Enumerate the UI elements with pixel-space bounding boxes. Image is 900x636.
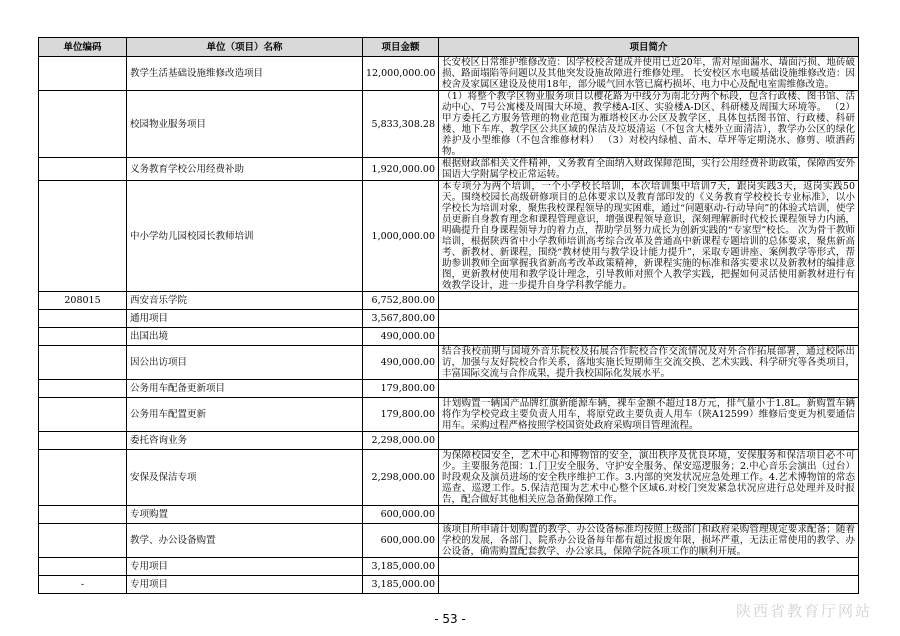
- cell-unit-code: [39, 57, 127, 91]
- cell-description: （1）将整个教学区物业服务项目以樱花路为中线分为南北分两个标段，包含行政楼、图书馆、活动中心、7号公寓楼及周围大环境、教学楼A-I区、实验楼A-D区、科研楼及周围大环境等。 （2）甲方委托乙方服务管理的物业范围为雁塔校区办公区及教学区，具体包括图书馆、行政楼、科研楼、地下车库、教学区公共区域的保洁及垃圾清运（不包含大楼外立面清洁），教学办公区的绿化养护及小型维修（不包含维修材料） （3）对校内绿植、苗木、草坪等定期浇水、修剪、喷洒药物。: [439, 91, 859, 158]
- table-row: [39, 558, 859, 576]
- cell-amount: 490,000.00: [363, 328, 439, 346]
- table-row: [39, 576, 859, 594]
- table-row: [39, 380, 859, 398]
- cell-description: [439, 506, 859, 524]
- cell-unit-name: 教学生活基础设施维修改造项目: [127, 57, 363, 91]
- cell-unit-code: 208015: [39, 292, 127, 310]
- cell-unit-name: 安保及保洁专项: [127, 450, 363, 506]
- cell-unit-name: 出国出境: [127, 328, 363, 346]
- cell-amount: 2,298,000.00: [363, 432, 439, 450]
- header-unit-code: 单位编码: [39, 38, 127, 57]
- cell-description: [439, 558, 859, 576]
- table-row: [39, 398, 859, 432]
- table-row: [39, 450, 859, 506]
- cell-unit-name: 因公出访项目: [127, 346, 363, 380]
- cell-amount: 12,000,000.00: [363, 57, 439, 91]
- cell-description: 为保障校园安全，艺术中心和博物馆的安全，演出秩序及优良环境，安保服务和保洁项目必不可少。主要服务范围：1.门卫安全服务、守护安全服务、保安巡逻服务；2.中心音乐会演出（过台）时段观众及演员进场的安全秩序维护工作。3.内部的突发状况应急处理工作。4.艺术博物馆的常态巡查、巡逻工作。5.保洁范围为艺术中心整个区域6.对校门突发紧急状况应进行总处理并及时报告，配合做好其他相关应急备勤保障工作。: [439, 450, 859, 506]
- cell-unit-name: 中小学幼儿园校园长教师培训: [127, 181, 363, 292]
- cell-description: [439, 310, 859, 328]
- table-row: [39, 310, 859, 328]
- cell-unit-name: 公务用车配备更新项目: [127, 380, 363, 398]
- cell-unit-code: [39, 398, 127, 432]
- cell-description: 本专项分为两个培训，一个小学校长培训，本次培训集中培训7天，跟岗实践3天，返岗实践50天。围绕校园长高级研修项目的总体要求以及教育部印发的《义务教育学校校长专业标准》，以小学校长为培训对象，聚焦我校课程领导的现实困难，通过“问题驱动-行动导向”的体验式培训，使学员更新自身教育理念和课程管理意识，增强课程领导意识，深刻理解新时代校长课程领导力内涵，明确提升自身课程领导力的着力点，帮助学员努力成长为创新实践的“专家型”校长。 次为骨干教师培训，根据陕西省中小学教师培训高考综合改革及普通高中新课程专题培训的总体要求，聚焦新高考、新教材、新课程，围绕“教材使用与教学设计能力提升”，采取专题讲座、案例教学等形式，帮助参训教师全面掌握我省新高考改革政策精神，新课程实施的标准和落实要求以及新教材的编排意图，更新教材使用和教学设计理念，引导教师对照个人教学实践，把握如何灵活使用新教材进行有效教学设计，进一步提升自身学科教学能力。: [439, 181, 859, 292]
- cell-unit-code: [39, 346, 127, 380]
- cell-description: [439, 328, 859, 346]
- cell-description: 结合我校前期与国境外音乐院校及拓展合作院校合作交流情况及对外合作拓展部署，通过校际出访，加强与友好院校合作关系，落地实施长短期师生交流交换、艺术实践、科学研究等各类项目，丰富国际交流与合作成果，提升我校国际化发展水平。: [439, 346, 859, 380]
- header-amount: 项目金额: [363, 38, 439, 57]
- cell-unit-name: 专项购置: [127, 506, 363, 524]
- page-number: - 53 -: [434, 612, 466, 626]
- table-row: [39, 328, 859, 346]
- cell-amount: 600,000.00: [363, 506, 439, 524]
- table-row: [39, 506, 859, 524]
- cell-unit-name: 义务教育学校公用经费补助: [127, 158, 363, 181]
- cell-amount: 600,000.00: [363, 524, 439, 558]
- table-body: [39, 57, 859, 594]
- table-row: [39, 91, 859, 158]
- cell-amount: 6,752,800.00: [363, 292, 439, 310]
- cell-description: [439, 380, 859, 398]
- cell-description: 该项目所申请计划购置的教学、办公设备标准均按照上级部门和政府采购管理规定要求配备；随着学校的发展，各部门、院系办公设备每年都有超过报废年限，损坏严重，无法正常使用的教学、办公设备，确需购置配套教学、办公家具，保障学院各项工作的顺利开展。: [439, 524, 859, 558]
- watermark-text: 陕西省教育厅网站: [735, 602, 872, 620]
- cell-description: 计划购置一辆国产品牌红旗新能源车辆，裸车金额不超过18万元，排气量小于1.8L。新购置车辆将作为学校党政主要负责人用车，将原党政主要负责人用车（陕A12599）维修后变更为机要通信用车。采购过程严格按照学校国资处政府采购项目管理流程。: [439, 398, 859, 432]
- cell-unit-name: 西安音乐学院: [127, 292, 363, 310]
- cell-description: [439, 576, 859, 594]
- cell-description: [439, 432, 859, 450]
- cell-description: 长安校区日常维护维修改造：因学校校舍建成并使用已近20年，需对屋面漏水、墙面污损、地砖破损、路面塌陷等问题以及其他突发设施故障进行维修处理。 长安校区水电暖基础设施维修改造：因校舍及家属区建设及使用18年，部分暖气回水管已腐朽损坏、电力中心及配电室需维修改造。: [439, 57, 859, 91]
- table-header-row: [39, 38, 859, 57]
- table-row: [39, 158, 859, 181]
- table-row: [39, 524, 859, 558]
- cell-description: 根据财政部相关文件精神，义务教育全面纳入财政保障范围，实行公用经费补助政策，保障西安外国语大学附属学校正常运转。: [439, 158, 859, 181]
- budget-table: [38, 37, 859, 594]
- cell-unit-code: [39, 524, 127, 558]
- cell-unit-code: [39, 432, 127, 450]
- table-row: [39, 57, 859, 91]
- cell-unit-code: [39, 158, 127, 181]
- header-description: 项目简介: [439, 38, 859, 57]
- cell-amount: 179,800.00: [363, 380, 439, 398]
- cell-unit-code: [39, 380, 127, 398]
- cell-unit-name: 教学、办公设备购置: [127, 524, 363, 558]
- cell-unit-code: [39, 506, 127, 524]
- cell-unit-name: 公务用车配置更新: [127, 398, 363, 432]
- cell-unit-name: 校园物业服务项目: [127, 91, 363, 158]
- cell-unit-code: [39, 91, 127, 158]
- cell-amount: 1,920,000.00: [363, 158, 439, 181]
- cell-unit-code: [39, 328, 127, 346]
- cell-amount: 5,833,308.28: [363, 91, 439, 158]
- cell-amount: 3,567,800.00: [363, 310, 439, 328]
- cell-unit-name: 专用项目: [127, 558, 363, 576]
- header-unit-name: 单位（项目）名称: [127, 38, 363, 57]
- table-row: [39, 292, 859, 310]
- cell-description: [439, 292, 859, 310]
- table-row: [39, 346, 859, 380]
- cell-unit-code: [39, 181, 127, 292]
- cell-amount: 1,000,000.00: [363, 181, 439, 292]
- cell-unit-code: [39, 310, 127, 328]
- cell-unit-name: 通用项目: [127, 310, 363, 328]
- cell-amount: 2,298,000.00: [363, 450, 439, 506]
- table-row: [39, 432, 859, 450]
- cell-amount: 3,185,000.00: [363, 576, 439, 594]
- cell-unit-code: -: [39, 576, 127, 594]
- cell-amount: 3,185,000.00: [363, 558, 439, 576]
- cell-amount: 490,000.00: [363, 346, 439, 380]
- cell-amount: 179,800.00: [363, 398, 439, 432]
- cell-unit-name: 委托咨询业务: [127, 432, 363, 450]
- table-row: [39, 181, 859, 292]
- cell-unit-name: 专用项目: [127, 576, 363, 594]
- cell-unit-code: [39, 558, 127, 576]
- cell-unit-code: [39, 450, 127, 506]
